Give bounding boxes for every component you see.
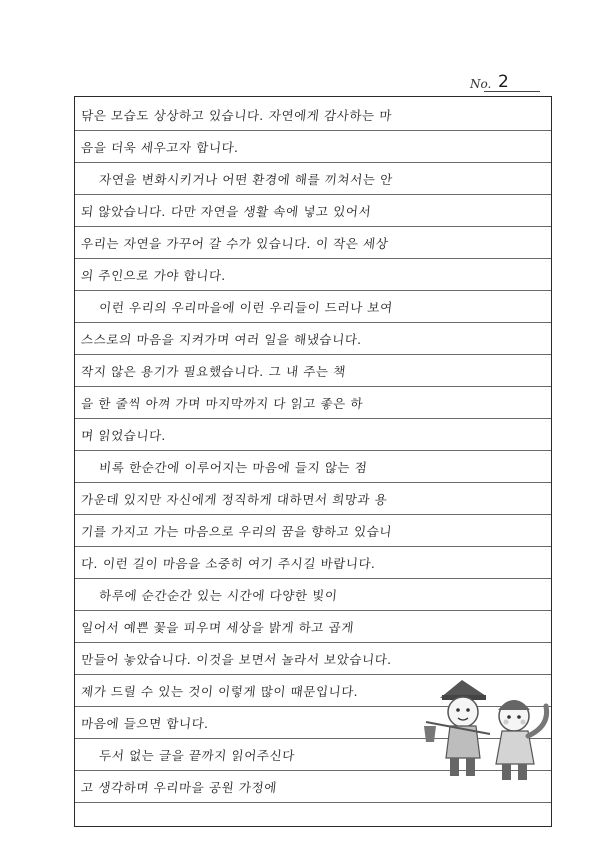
page-number-value: 2 [498, 72, 509, 92]
handwritten-line: 기를 가지고 가는 마음으로 우리의 꿈을 향하고 있습니 [80, 524, 393, 539]
handwritten-line: 하루에 순간순간 있는 시간에 다양한 빛이 [98, 588, 339, 603]
ruled-line [75, 258, 551, 259]
ruled-line [75, 642, 551, 643]
ruled-line [75, 322, 551, 323]
ruled-line [75, 578, 551, 579]
ruled-line [75, 802, 551, 803]
ruled-line [75, 482, 551, 483]
handwritten-line: 의 주인으로 가야 합니다. [80, 268, 227, 283]
handwritten-line: 고 생각하며 우리마을 공원 가정에 [80, 780, 278, 795]
ruled-line [75, 674, 551, 675]
ruled-line [75, 386, 551, 387]
ruled-line [75, 130, 551, 131]
page-number [470, 72, 540, 94]
ruled-line [75, 514, 551, 515]
ruled-line [75, 610, 551, 611]
mascot-characters-illustration [420, 676, 560, 786]
handwritten-line: 음을 더욱 세우고자 합니다. [80, 140, 240, 155]
handwritten-line: 되 않았습니다. 다만 자연을 생활 속에 넣고 있어서 [80, 204, 373, 219]
handwritten-line: 자연을 변화시키거나 어떤 환경에 해를 끼쳐서는 안 [98, 172, 394, 187]
handwritten-line: 마음에 들으면 합니다. [80, 716, 210, 731]
handwritten-line: 우리는 자연을 가꾸어 갈 수가 있습니다. 이 작은 세상 [80, 236, 390, 251]
ruled-line [75, 290, 551, 291]
ruled-line [75, 162, 551, 163]
ruled-line [75, 450, 551, 451]
handwritten-line: 을 한 줄씩 아껴 가며 마지막까지 다 읽고 좋은 하 [80, 396, 364, 411]
ruled-line [75, 418, 551, 419]
ruled-line [75, 194, 551, 195]
handwritten-line: 제가 드릴 수 있는 것이 이렇게 많이 때문입니다. [80, 684, 360, 699]
handwritten-line: 비록 한순간에 이루어지는 마음에 들지 않는 점 [98, 460, 369, 475]
handwritten-line: 닦은 모습도 상상하고 있습니다. 자연에게 감사하는 마 [80, 108, 393, 123]
handwritten-line: 스스로의 마음을 지켜가며 여러 일을 해냈습니다. [80, 332, 363, 347]
handwritten-line: 두서 없는 글을 끝까지 읽어주신다 [98, 748, 296, 763]
handwritten-line: 이런 우리의 우리마을에 이런 우리들이 드러나 보여 [98, 300, 394, 315]
handwritten-line: 다. 이런 길이 마음을 소중히 여기 주시길 바랍니다. [80, 556, 377, 571]
handwritten-line: 며 읽었습니다. [80, 428, 168, 443]
handwritten-line: 작지 않은 용기가 필요했습니다. 그 내 주는 책 [80, 364, 347, 379]
handwritten-line: 일어서 예쁜 꽃을 피우며 세상을 밝게 하고 곱게 [80, 620, 355, 635]
handwritten-line: 가운데 있지만 자신에게 정직하게 대하면서 희망과 용 [80, 492, 389, 507]
ruled-line [75, 226, 551, 227]
ruled-line [75, 354, 551, 355]
ruled-line [75, 546, 551, 547]
handwritten-line: 만들어 놓았습니다. 이것을 보면서 놀라서 보았습니다. [80, 652, 393, 667]
page-number-label: No. [470, 77, 492, 91]
page-number-underline [484, 91, 540, 92]
